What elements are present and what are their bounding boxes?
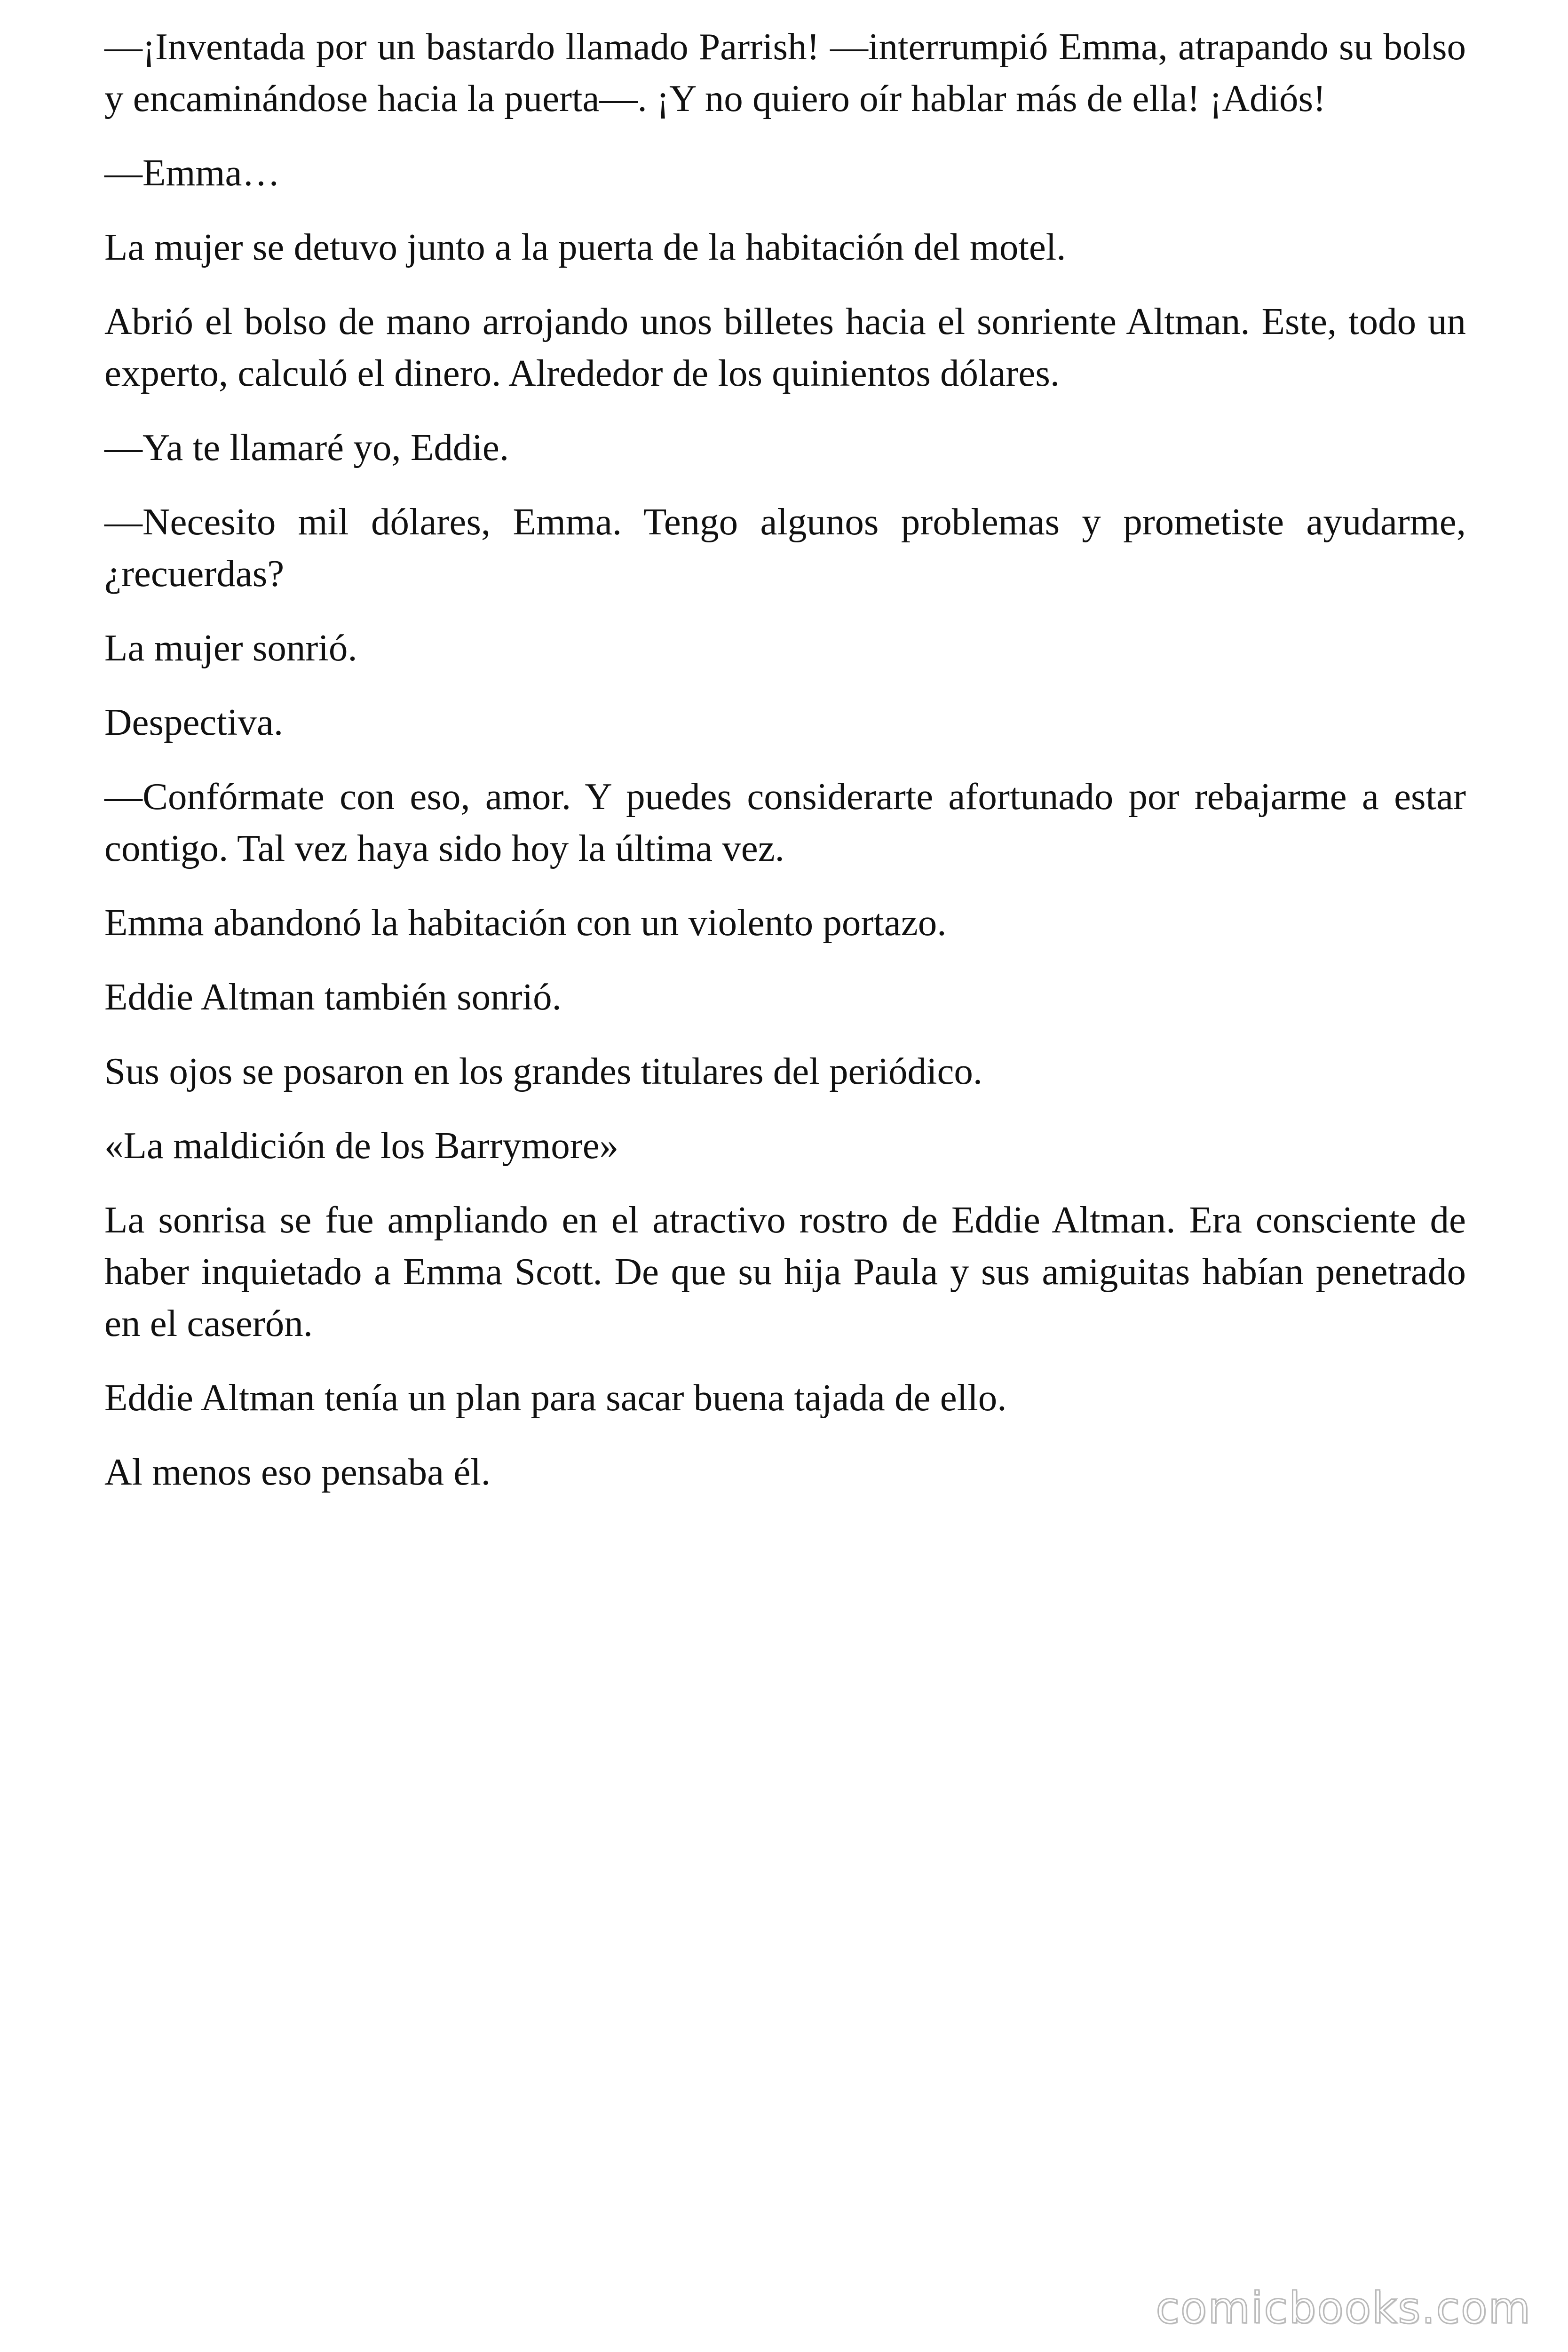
site-watermark: comicbooks.com [1156, 2283, 1531, 2333]
paragraph: —¡Inventada por un bastardo llamado Parrish! —interrumpió Emma, atrapando su bolso y encaminándose hacia la puerta—. ¡Y no quiero oír hablar más de ella! ¡Adiós! [104, 25, 1466, 119]
paragraph: La mujer sonrió. [104, 627, 357, 669]
paragraph: Despectiva. [104, 701, 284, 743]
paragraph: —Ya te llamaré yo, Eddie. [104, 426, 509, 469]
paragraph: La mujer se detuvo junto a la puerta de la habitación del motel. [104, 226, 1066, 268]
paragraph: Eddie Altman tenía un plan para sacar buena tajada de ello. [104, 1376, 1007, 1419]
paragraph: Emma abandonó la habitación con un violento portazo. [104, 901, 947, 944]
paragraph: Abrió el bolso de mano arrojando unos billetes hacia el sonriente Altman. Este, todo un experto, calculó el dinero. Alrededor de los quinientos dólares. [104, 300, 1466, 394]
body-text [104, 21, 1466, 1520]
paragraph: Sus ojos se posaron en los grandes titulares del periódico. [104, 1050, 983, 1092]
newspaper-headline: «La maldición de los Barrymore» [104, 1124, 619, 1167]
paragraph: La sonrisa se fue ampliando en el atractivo rostro de Eddie Altman. Era consciente de haber inquietado a Emma Scott. De que su hija Paula y sus amiguitas habían penetrado en el caserón. [104, 1199, 1466, 1344]
paragraph: —Emma… [104, 151, 280, 194]
paragraph: Eddie Altman también sonrió. [104, 976, 562, 1018]
paragraph: —Necesito mil dólares, Emma. Tengo algunos problemas y prometiste ayudarme, ¿recuerdas? [104, 501, 1466, 595]
paragraph: —Confórmate con eso, amor. Y puedes considerarte afortunado por rebajarme a estar contigo. Tal vez haya sido hoy la última vez. [104, 775, 1466, 869]
paragraph: Al menos eso pensaba él. [104, 1451, 491, 1493]
